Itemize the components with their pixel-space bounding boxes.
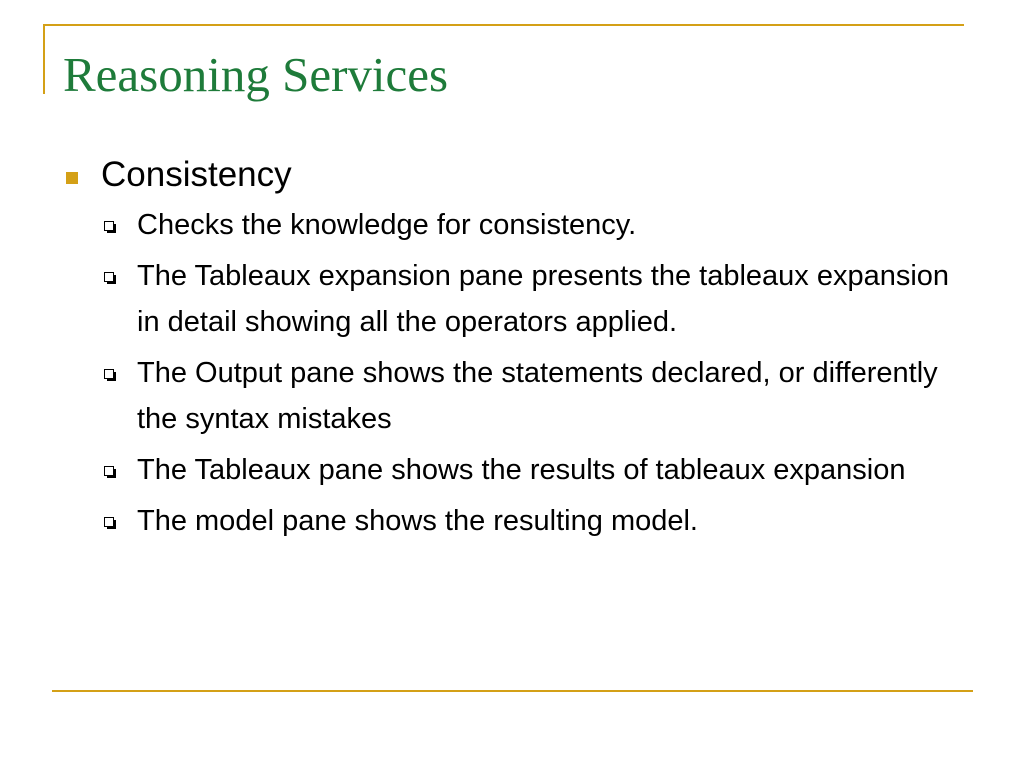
sub-bullet-text: The Output pane shows the statements declared, or differently the syntax mistakes — [137, 357, 938, 435]
sub-bullet-text: The Tableaux expansion pane presents the tableaux expansion in detail showing all the operators applied. — [137, 260, 950, 338]
bullet-label: Consistency — [101, 155, 292, 194]
frame-left-line — [43, 24, 45, 94]
hollow-square-bullet-icon — [104, 369, 114, 379]
sub-bullet-item — [0, 202, 1024, 248]
slide-content — [0, 150, 1024, 549]
sub-bullet-list — [0, 202, 1024, 544]
sub-bullet-item — [0, 350, 1024, 442]
hollow-square-bullet-icon — [104, 517, 114, 527]
sub-bullet-text: The model pane shows the resulting model. — [137, 505, 698, 537]
frame-top-line — [43, 24, 964, 26]
hollow-square-bullet-icon — [104, 466, 114, 476]
hollow-square-bullet-icon — [104, 272, 114, 282]
filled-square-bullet-icon — [66, 172, 78, 184]
sub-bullet-item — [0, 498, 1024, 544]
bullet-consistency — [0, 150, 1024, 200]
sub-bullet-item — [0, 447, 1024, 493]
sub-bullet-text: The Tableaux pane shows the results of tableaux expansion — [137, 454, 906, 486]
sub-bullet-item — [0, 253, 1024, 345]
hollow-square-bullet-icon — [104, 221, 114, 231]
slide-title: Reasoning Services — [63, 47, 449, 102]
frame-bottom-line — [52, 690, 973, 692]
sub-bullet-text: Checks the knowledge for consistency. — [137, 209, 637, 241]
